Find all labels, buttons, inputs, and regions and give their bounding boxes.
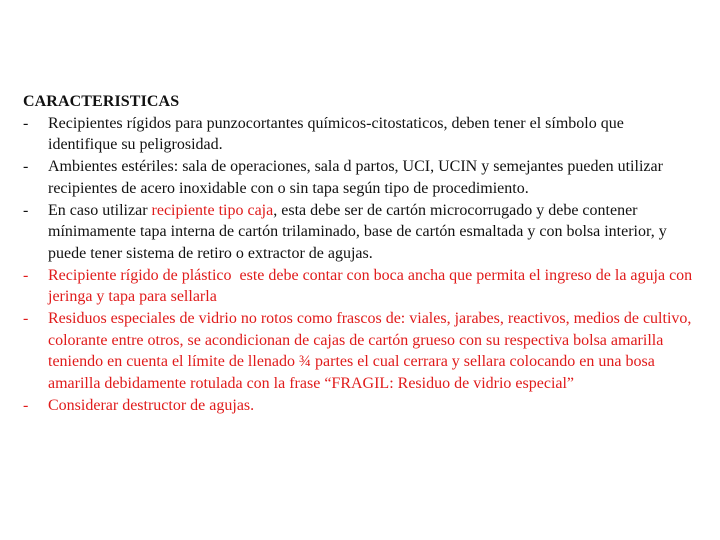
list-item <box>23 395 695 417</box>
highlighted-text: recipiente tipo caja <box>151 201 274 219</box>
slide-content <box>23 91 695 417</box>
characteristics-list <box>23 113 695 417</box>
list-item-text <box>48 395 695 417</box>
list-item <box>23 308 695 395</box>
list-item <box>23 200 695 265</box>
bullet-dash: - <box>23 396 29 414</box>
list-item-text <box>48 200 695 265</box>
text-segment: Ambientes estériles: sala de operaciones, sala d partos, UCI, UCIN y semejantes pueden utilizar recipientes de acero inoxidable con o sin tapa según tipo de procedimiento. <box>48 158 663 197</box>
bullet-dash: - <box>23 266 29 284</box>
list-item <box>23 156 695 199</box>
bullet-dash: - <box>23 158 29 176</box>
bullet-dash: - <box>23 114 29 132</box>
text-segment: este debe contar con boca ancha que permita el ingreso de la aguja con jeringa y tapa para sellarla <box>48 266 697 306</box>
bullet-dash: - <box>23 310 29 328</box>
list-item <box>23 113 695 156</box>
text-segment: Recipientes rígidos para punzocortantes químicos-citostaticos, deben tener el símbolo que identifique su peligrosidad. <box>48 114 624 154</box>
text-segment: En caso utilizar <box>48 201 152 219</box>
list-item <box>23 265 695 308</box>
text-segment: Residuos especiales de vidrio no rotos como frascos de: viales, jarabes, reactivos, medios de cultivo, colorante entre otros, se acondicionan de cajas de cartón grueso con su respectiva bolsa amarilla teniendo en cuenta el límite de llenado ¾ partes el cual cerrara y sellara colocando en una bosa amarilla debidamente rotulada con la frase “FRAGIL: Residuo de vidrio especial” <box>48 310 692 393</box>
list-item-text <box>48 308 695 395</box>
list-item-text <box>48 265 695 308</box>
bullet-dash: - <box>23 201 29 219</box>
section-heading: CARACTERISTICAS <box>23 93 180 110</box>
highlighted-text: Recipiente rígido de plástico <box>48 266 232 284</box>
list-item-text <box>48 113 695 156</box>
text-segment: Considerar destructor de agujas. <box>48 396 255 414</box>
list-item-text <box>48 156 695 199</box>
text-segment: , esta debe ser de cartón microcorrugado y debe contener mínimamente tapa interna de cartón trilaminado, base de cartón esmaltada y con bolsa interior, y puede tener sistema de retiro o extractor de agujas. <box>48 201 667 262</box>
